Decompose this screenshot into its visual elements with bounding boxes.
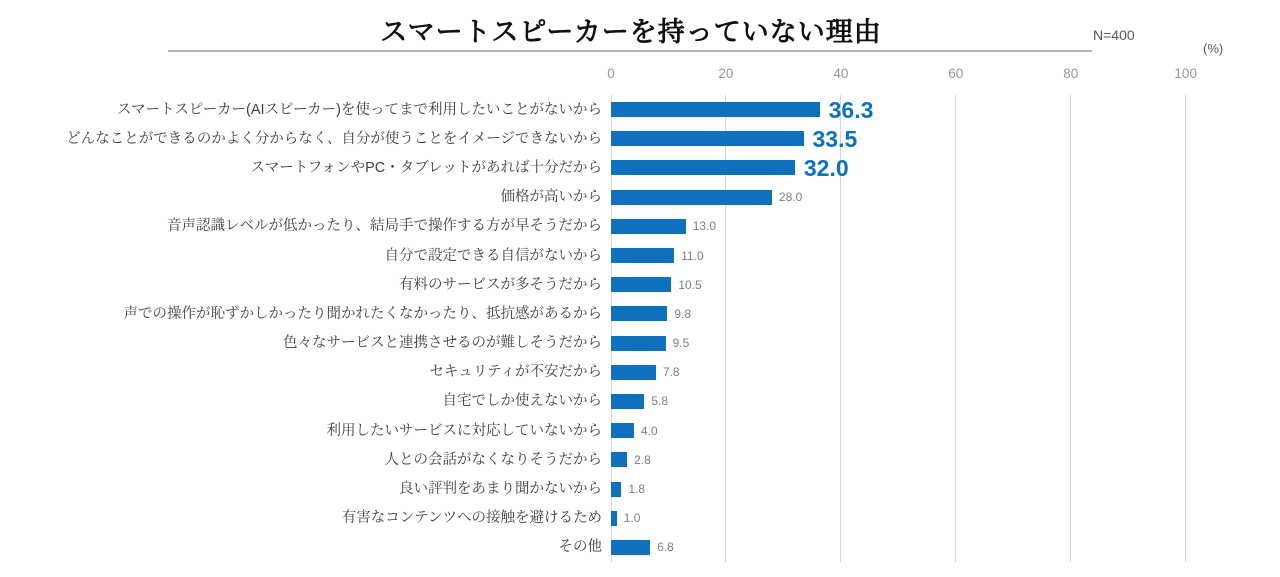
bar [611, 190, 772, 205]
value-label: 32.0 [803, 154, 849, 181]
category-label: スマートスピーカー(AIスピーカー)を使ってまで利用したいことがないから [116, 101, 602, 118]
gridline-60 [955, 95, 956, 562]
category-label: 色々なサービスと連携させるのが難しそうだから [283, 335, 602, 352]
x-tick-label-60: 60 [948, 66, 964, 81]
value-label: 36.3 [828, 96, 874, 123]
category-label: 価格が高いから [500, 189, 602, 206]
value-label: 28.0 [778, 190, 803, 205]
category-label: どんなことができるのかよく分からなく、自分が使うことをイメージできないから [66, 130, 602, 147]
bar [611, 423, 634, 438]
bar [611, 482, 621, 497]
sample-size-label: N=400 [1093, 27, 1135, 43]
unit-label: (%) [1203, 41, 1224, 56]
value-label: 2.8 [634, 452, 651, 467]
gridline-80 [1070, 95, 1071, 562]
value-label: 6.8 [657, 540, 674, 555]
category-label: 人との会話がなくなりそうだから [384, 451, 602, 468]
bar [611, 365, 656, 380]
bar [611, 394, 644, 409]
category-label: 声での操作が恥ずかしかったり聞かれたくなかったり、抵抗感があるから [123, 305, 602, 322]
bar [611, 277, 671, 292]
category-label: 音声認識レベルが低かったり、結局手で操作する方が早そうだから [167, 218, 602, 235]
value-label: 9.5 [672, 336, 690, 351]
bar [611, 160, 795, 175]
x-tick-label-20: 20 [718, 66, 734, 81]
bar [611, 306, 667, 321]
category-label: 良い評判をあまり聞かないから [399, 481, 602, 498]
value-label: 10.5 [678, 277, 702, 292]
chart-title: スマートスピーカーを持っていない理由 [380, 17, 882, 47]
gridline-100 [1185, 95, 1186, 562]
value-label: 11.0 [681, 248, 704, 263]
bar [611, 219, 686, 234]
bar [611, 131, 804, 146]
category-label: 利用したいサービスに対応していないから [326, 422, 602, 439]
bar [611, 540, 650, 555]
value-label: 9.8 [674, 306, 691, 321]
category-label: 有料のサービスが多そうだから [399, 276, 602, 293]
category-label: 自分で設定できる自信がないから [384, 247, 602, 264]
bar [611, 336, 666, 351]
bar [611, 248, 674, 263]
x-tick-label-100: 100 [1174, 66, 1197, 81]
value-label: 1.8 [628, 482, 646, 497]
x-tick-label-0: 0 [607, 66, 615, 81]
value-label: 5.8 [651, 394, 669, 409]
x-tick-label-40: 40 [833, 66, 849, 81]
value-label: 13.0 [692, 219, 717, 234]
category-label: 自宅でしか使えないから [442, 393, 602, 410]
value-label: 33.5 [812, 125, 858, 152]
bar [611, 452, 627, 467]
value-label: 1.0 [623, 511, 641, 526]
bar [611, 511, 617, 526]
x-tick-label-80: 80 [1063, 66, 1079, 81]
value-label: 4.0 [640, 423, 658, 438]
category-label: その他 [558, 539, 602, 556]
category-label: スマートフォンやPC・タブレットがあれば十分だから [250, 159, 602, 176]
category-label: セキュリティが不安だから [429, 364, 602, 381]
category-label: 有害なコンテンツへの接触を避けるため [341, 510, 602, 527]
bar [611, 102, 820, 117]
value-label: 7.8 [662, 365, 680, 380]
